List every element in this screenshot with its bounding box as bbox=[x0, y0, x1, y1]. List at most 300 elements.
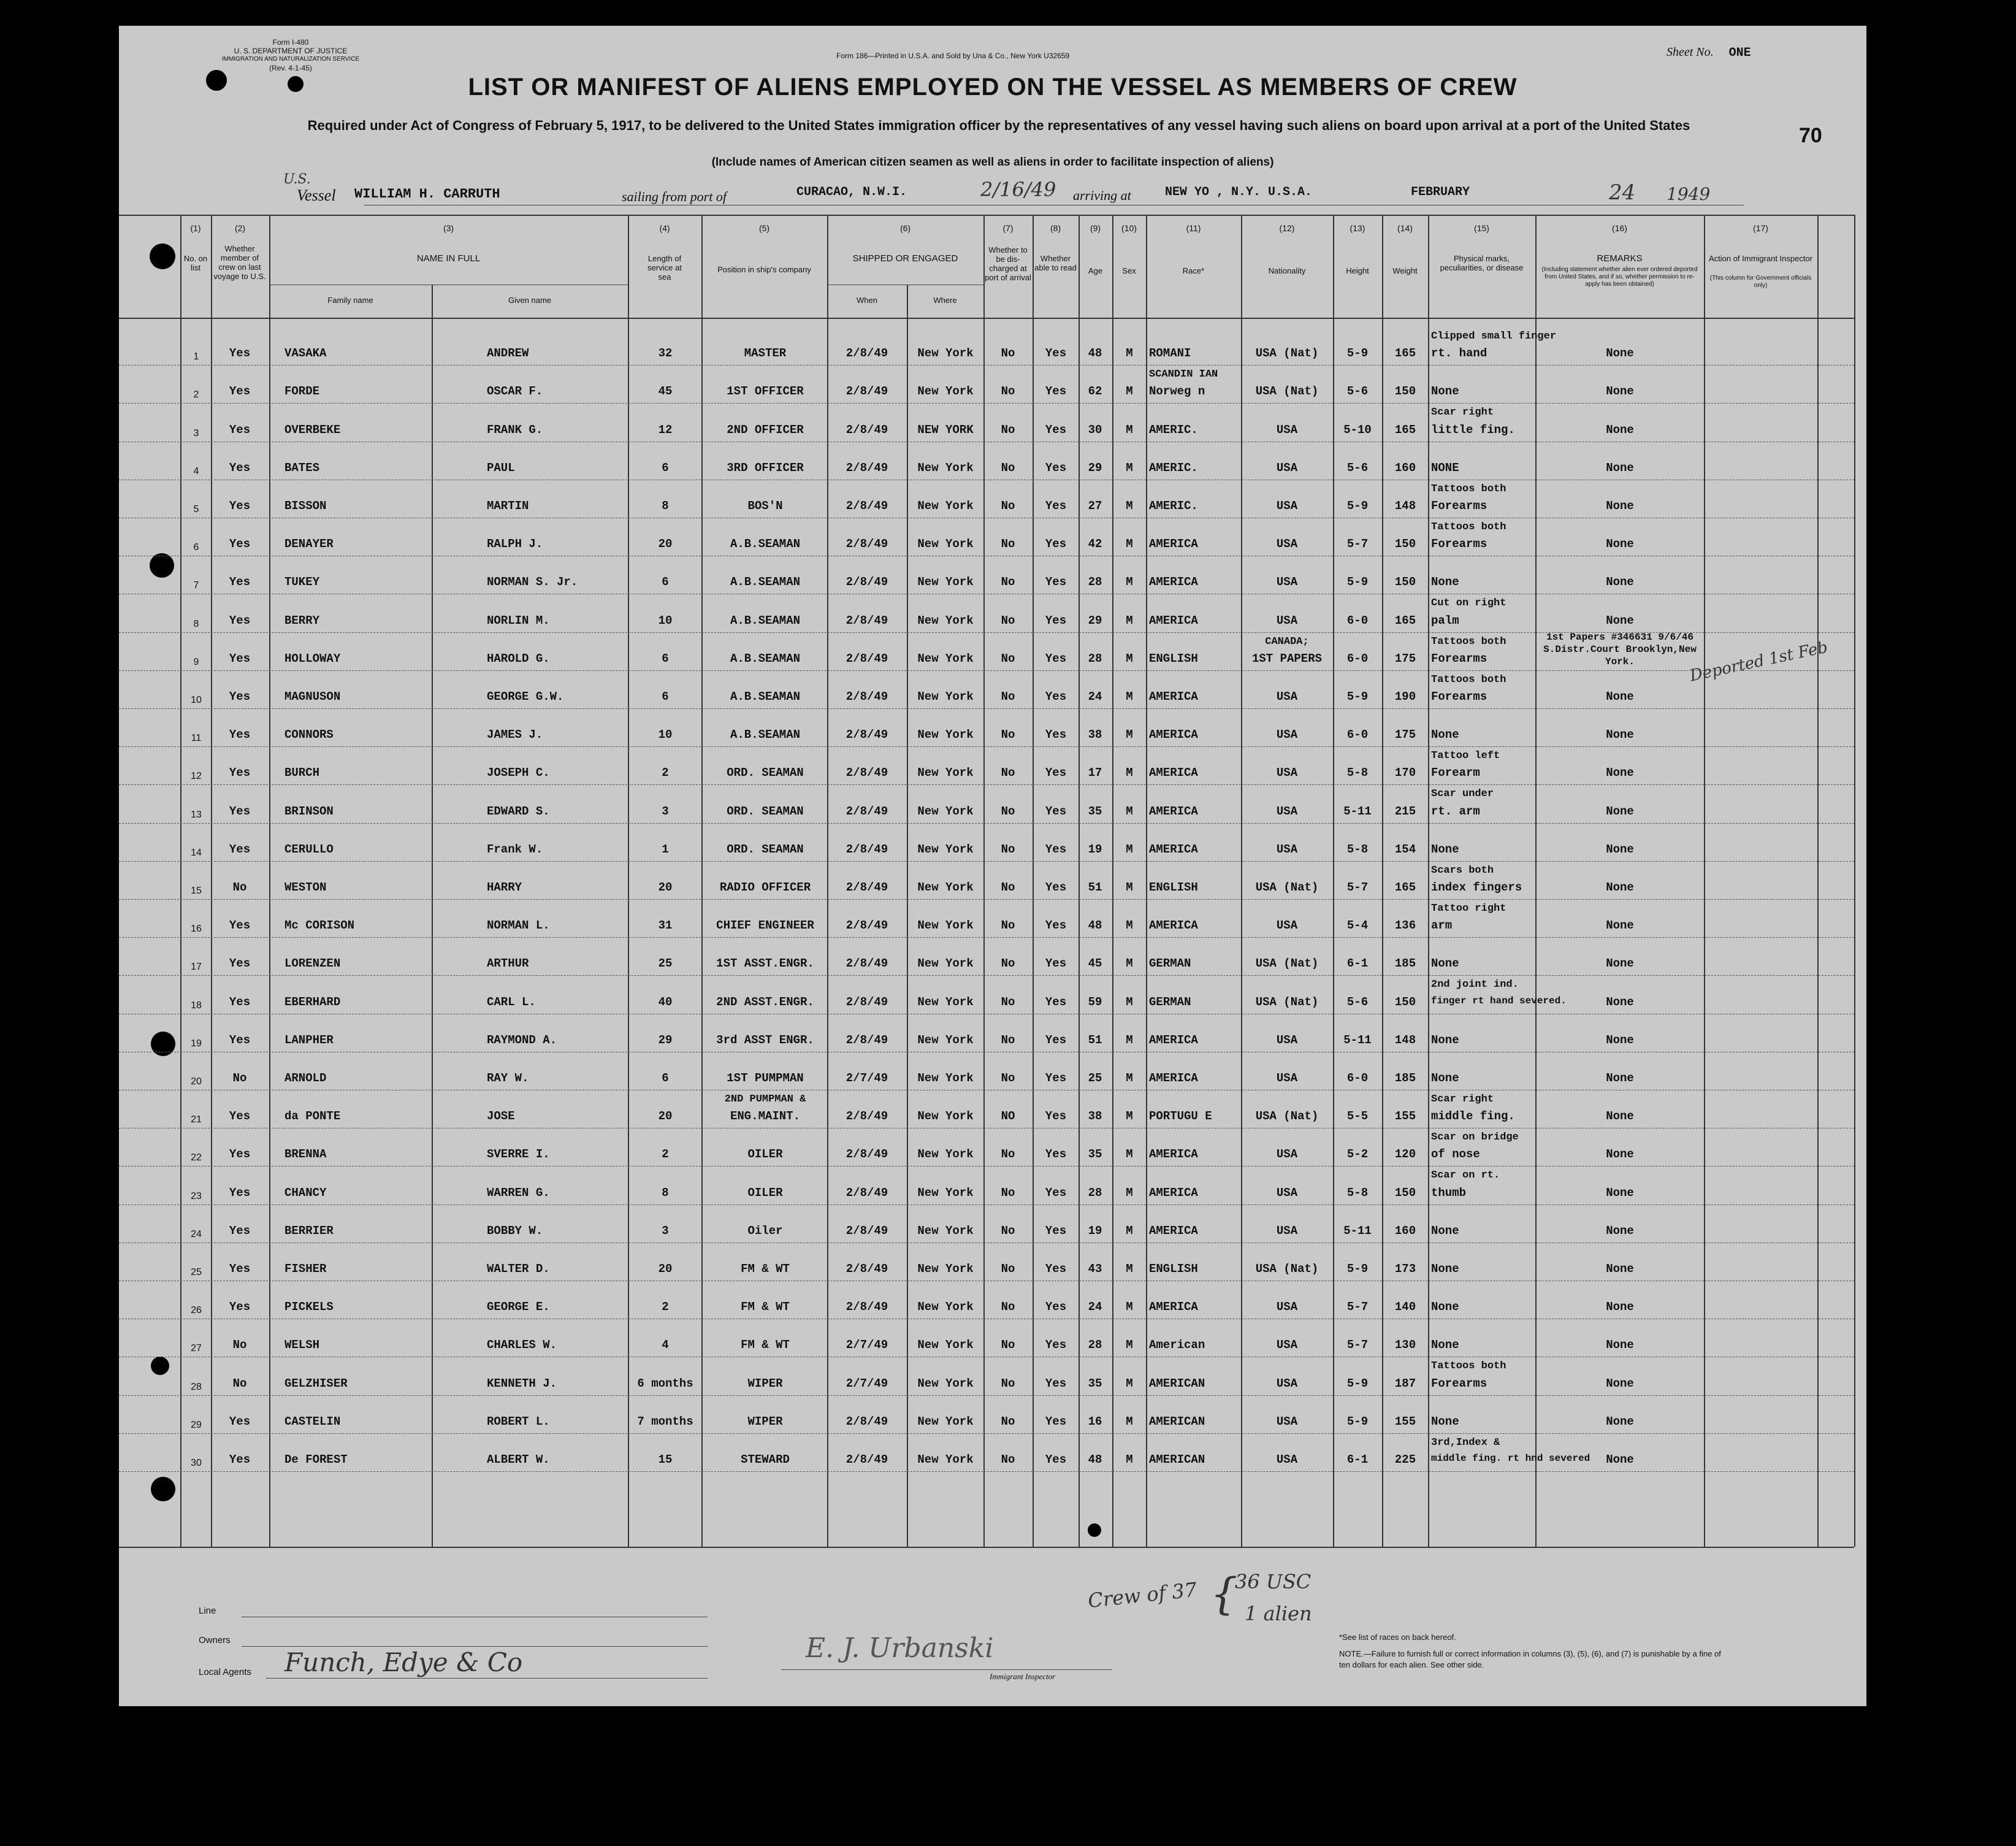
department: U. S. DEPARTMENT OF JUSTICE bbox=[234, 47, 348, 55]
cell-when: 2/8/49 bbox=[846, 499, 888, 513]
cell-sex: M bbox=[1126, 1147, 1133, 1162]
cell-ht: 5-4 bbox=[1346, 919, 1369, 933]
row-number: 21 bbox=[191, 1114, 202, 1125]
cell-read: Yes bbox=[1045, 347, 1067, 361]
cell-marks: NONE bbox=[1431, 461, 1459, 475]
cell-sex: M bbox=[1126, 1452, 1133, 1466]
cell-last: Yes bbox=[229, 728, 251, 742]
cell-when: 2/8/49 bbox=[846, 766, 888, 780]
cell-wt: 150 bbox=[1394, 537, 1416, 551]
cell-last: No bbox=[232, 1071, 247, 1085]
table-row bbox=[119, 825, 1854, 864]
cell-when: 2/8/49 bbox=[846, 1224, 888, 1238]
row-number: 8 bbox=[193, 618, 199, 629]
punch-hole bbox=[151, 1477, 175, 1501]
cell-ht: 5-6 bbox=[1346, 385, 1369, 399]
cell-age: 28 bbox=[1088, 1185, 1102, 1200]
page-instruction: (Include names of American citizen seamen as well as aliens in order to facilitate inspection of aliens) bbox=[711, 156, 1274, 169]
cell-wt: 155 bbox=[1394, 1414, 1416, 1428]
cell-sex: M bbox=[1126, 1414, 1133, 1428]
cell-family: BRENNA bbox=[284, 1147, 327, 1162]
cell-race: AMERIC. bbox=[1149, 461, 1198, 475]
cell-given: ROBERT L. bbox=[487, 1414, 550, 1428]
col8-label: Whether able to read bbox=[1034, 254, 1077, 272]
col3-label: NAME IN FULL bbox=[416, 253, 481, 264]
cell-when: 2/8/49 bbox=[846, 575, 888, 589]
cell-where: New York bbox=[917, 1109, 974, 1124]
cell-where: New York bbox=[917, 575, 974, 589]
cell-sex: M bbox=[1126, 1300, 1133, 1314]
cell-nat: 1ST PAPERS bbox=[1251, 651, 1323, 665]
cell-rem: None bbox=[1606, 1262, 1634, 1276]
cell-age: 24 bbox=[1088, 689, 1102, 703]
cell-marks: None bbox=[1431, 957, 1459, 971]
cell-marks-above: Tattoos both bbox=[1431, 1360, 1506, 1373]
cell-read: Yes bbox=[1045, 804, 1067, 818]
crew-breakdown-alien: 1 alien bbox=[1245, 1602, 1312, 1625]
cell-read: Yes bbox=[1045, 575, 1067, 589]
cell-last: Yes bbox=[229, 1109, 251, 1124]
cell-svc: 40 bbox=[658, 995, 673, 1009]
cell-race: AMERICA bbox=[1149, 919, 1198, 933]
cell-age: 35 bbox=[1088, 1147, 1102, 1162]
cell-pos: Oiler bbox=[747, 1224, 783, 1238]
cell-pos: ORD. SEAMAN bbox=[727, 766, 804, 780]
cell-when: 2/8/49 bbox=[846, 804, 888, 818]
cell-given: KENNETH J. bbox=[487, 1376, 557, 1390]
cell-marks-above: 3rd,Index & bbox=[1431, 1436, 1500, 1449]
cell-nat: USA bbox=[1276, 499, 1298, 513]
cell-nat: USA bbox=[1276, 1071, 1298, 1085]
col6-when-label: When bbox=[857, 296, 877, 305]
row-number: 20 bbox=[191, 1076, 202, 1087]
cell-svc: 7 months bbox=[637, 1414, 693, 1428]
cell-nat: USA bbox=[1276, 575, 1298, 589]
cell-sex: M bbox=[1126, 804, 1133, 818]
cell-race: AMERIC. bbox=[1149, 423, 1198, 437]
page-title: LIST OR MANIFEST OF ALIENS EMPLOYED ON THE VESSEL AS MEMBERS OF CREW bbox=[468, 74, 1518, 101]
cell-sex: M bbox=[1126, 1224, 1133, 1238]
cell-sex: M bbox=[1126, 728, 1133, 742]
cell-last: Yes bbox=[229, 919, 251, 933]
cell-dis: No bbox=[1001, 728, 1015, 742]
printer-note: Form 186—Printed in U.S.A. and Sold by Una & Co., New York U32659 bbox=[836, 52, 1070, 60]
cell-nat: USA (Nat) bbox=[1255, 957, 1319, 971]
cell-pos: 1ST OFFICER bbox=[727, 385, 804, 399]
cell-wt: 165 bbox=[1394, 880, 1416, 894]
punch-hole bbox=[150, 243, 175, 269]
table-row bbox=[119, 520, 1854, 558]
table-row bbox=[119, 1359, 1854, 1397]
cell-age: 38 bbox=[1088, 728, 1102, 742]
cell-nat: USA bbox=[1276, 689, 1298, 703]
cell-last: Yes bbox=[229, 499, 251, 513]
col1-label: No. on list bbox=[183, 254, 208, 272]
cell-family: ARNOLD bbox=[284, 1071, 327, 1085]
cell-given: EDWARD S. bbox=[487, 804, 550, 818]
cell-dis: No bbox=[1001, 842, 1015, 856]
cell-age: 38 bbox=[1088, 1109, 1102, 1124]
col17-label: Action of Immigrant Inspector bbox=[1708, 254, 1813, 263]
cell-pos: 2ND OFFICER bbox=[727, 423, 804, 437]
cell-wt: 165 bbox=[1394, 347, 1416, 361]
cell-wt: 175 bbox=[1394, 651, 1416, 665]
cell-where: New York bbox=[917, 1262, 974, 1276]
cell-sex: M bbox=[1126, 385, 1133, 399]
cell-family: LANPHER bbox=[284, 1033, 334, 1047]
cell-ht: 6-0 bbox=[1346, 613, 1369, 627]
cell-ht: 5-9 bbox=[1346, 689, 1369, 703]
col12-label: Nationality bbox=[1268, 266, 1306, 275]
cell-where: New York bbox=[917, 499, 974, 513]
cell-race: ENGLISH bbox=[1149, 880, 1198, 894]
cell-family: WESTON bbox=[284, 880, 327, 894]
cell-ht: 5-11 bbox=[1343, 1033, 1372, 1047]
cell-wt: 155 bbox=[1394, 1109, 1416, 1124]
cell-rem: None bbox=[1606, 842, 1634, 856]
cell-age: 62 bbox=[1088, 385, 1102, 399]
cell-last: Yes bbox=[229, 1224, 251, 1238]
cell-rem: 1st Papers #346631 9/6/46 S.Distr.Court Brooklyn,New York. bbox=[1543, 631, 1697, 667]
cell-marks: finger rt hand severed. bbox=[1431, 995, 1567, 1006]
cell-given: NORMAN L. bbox=[487, 919, 550, 933]
cell-ht: 5-9 bbox=[1346, 347, 1369, 361]
cell-pos: A.B.SEAMAN bbox=[730, 651, 801, 665]
owners-label: Owners bbox=[199, 1635, 231, 1645]
inspector-signature: E. J. Urbanski bbox=[806, 1633, 994, 1664]
cell-race: AMERICA bbox=[1149, 1224, 1198, 1238]
cell-read: Yes bbox=[1045, 919, 1067, 933]
cell-given: RALPH J. bbox=[487, 537, 543, 551]
cell-read: Yes bbox=[1045, 537, 1067, 551]
cell-race: AMERICA bbox=[1149, 537, 1198, 551]
cell-marks-above: 2nd joint ind. bbox=[1431, 979, 1519, 991]
cell-race: AMERICA bbox=[1149, 766, 1198, 780]
cell-marks: palm bbox=[1431, 613, 1459, 627]
cell-race: ENGLISH bbox=[1149, 651, 1198, 665]
cell-when: 2/8/49 bbox=[846, 919, 888, 933]
cell-wt: 185 bbox=[1394, 957, 1416, 971]
cell-read: Yes bbox=[1045, 1147, 1067, 1162]
table-row bbox=[119, 329, 1854, 367]
col8-number: (8) bbox=[1050, 223, 1061, 233]
row-number: 6 bbox=[193, 542, 199, 553]
cell-last: Yes bbox=[229, 957, 251, 971]
cell-dis: No bbox=[1001, 1338, 1015, 1352]
col13-number: (13) bbox=[1350, 223, 1365, 233]
cell-read: Yes bbox=[1045, 1376, 1067, 1390]
cell-marks: of nose bbox=[1431, 1147, 1480, 1162]
table-row bbox=[119, 1436, 1854, 1474]
cell-race: ROMANI bbox=[1149, 347, 1191, 361]
cell-given: ARTHUR bbox=[487, 957, 529, 971]
cell-svc: 3 bbox=[662, 804, 669, 818]
cell-nat: USA (Nat) bbox=[1255, 347, 1319, 361]
row-number: 16 bbox=[191, 924, 202, 935]
cell-rem: None bbox=[1606, 1033, 1634, 1047]
cell-sex: M bbox=[1126, 1185, 1133, 1200]
cell-svc: 15 bbox=[658, 1452, 673, 1466]
cell-rem: None bbox=[1606, 995, 1634, 1009]
cell-wt: 154 bbox=[1394, 842, 1416, 856]
cell-last: Yes bbox=[229, 1262, 251, 1276]
cell-marks: Forearms bbox=[1431, 689, 1487, 703]
cell-dis: No bbox=[1001, 1452, 1015, 1466]
cell-last: Yes bbox=[229, 1414, 251, 1428]
cell-rem: None bbox=[1606, 1109, 1634, 1124]
cell-nat: USA (Nat) bbox=[1255, 1109, 1319, 1124]
cell-last: No bbox=[232, 1338, 247, 1352]
cell-ht: 5-10 bbox=[1343, 423, 1372, 437]
cell-marks: Forearm bbox=[1431, 766, 1480, 780]
cell-read: Yes bbox=[1045, 1414, 1067, 1428]
arriving-label: arriving at bbox=[1073, 188, 1131, 203]
cell-ht: 6-1 bbox=[1346, 1452, 1369, 1466]
cell-rem: None bbox=[1606, 1414, 1634, 1428]
cell-svc: 20 bbox=[658, 880, 673, 894]
port-to: NEW YO , N.Y. U.S.A. bbox=[1165, 185, 1313, 199]
cell-where: New York bbox=[917, 613, 974, 627]
cell-rem: None bbox=[1606, 537, 1634, 551]
cell-wt: 215 bbox=[1394, 804, 1416, 818]
table-row bbox=[119, 864, 1854, 902]
col10-label: Sex bbox=[1122, 266, 1136, 275]
cell-where: New York bbox=[917, 1033, 974, 1047]
cell-age: 51 bbox=[1088, 1033, 1102, 1047]
cell-read: Yes bbox=[1045, 651, 1067, 665]
cell-age: 43 bbox=[1088, 1262, 1102, 1276]
cell-dis: No bbox=[1001, 613, 1015, 627]
arrival-month: FEBRUARY bbox=[1411, 185, 1470, 199]
cell-sex: M bbox=[1126, 919, 1133, 933]
table-row bbox=[119, 596, 1854, 634]
cell-age: 30 bbox=[1088, 423, 1102, 437]
cell-when: 2/7/49 bbox=[846, 1376, 888, 1390]
cell-svc: 32 bbox=[658, 347, 673, 361]
row-number: 5 bbox=[193, 504, 199, 515]
cell-race: AMERICA bbox=[1149, 1185, 1198, 1200]
cell-given: HAROLD G. bbox=[487, 651, 550, 665]
cell-dis: No bbox=[1001, 537, 1015, 551]
col16-sublabel: (Including statement whether alien ever ordered deported from United States, and if so, whether permission to re-apply has been obtained) bbox=[1541, 266, 1698, 288]
cell-dis: No bbox=[1001, 385, 1015, 399]
cell-race: AMERICA bbox=[1149, 1300, 1198, 1314]
cell-wt: 187 bbox=[1394, 1376, 1416, 1390]
col17-sublabel: (This column for Government officials only) bbox=[1709, 275, 1812, 289]
cell-ht: 5-6 bbox=[1346, 995, 1369, 1009]
cell-last: Yes bbox=[229, 766, 251, 780]
row-number: 26 bbox=[191, 1305, 202, 1316]
table-row bbox=[119, 1092, 1854, 1130]
cell-marks: None bbox=[1431, 1033, 1459, 1047]
cell-pos: WIPER bbox=[747, 1376, 783, 1390]
cell-pos: A.B.SEAMAN bbox=[730, 575, 801, 589]
cell-when: 2/8/49 bbox=[846, 689, 888, 703]
cell-race: AMERICA bbox=[1149, 575, 1198, 589]
cell-where: New York bbox=[917, 766, 974, 780]
cell-read: Yes bbox=[1045, 1224, 1067, 1238]
table-row bbox=[119, 482, 1854, 520]
cell-svc: 25 bbox=[658, 957, 673, 971]
cell-when: 2/8/49 bbox=[846, 461, 888, 475]
cell-last: Yes bbox=[229, 1300, 251, 1314]
cell-sex: M bbox=[1126, 461, 1133, 475]
table-row bbox=[119, 978, 1854, 1016]
row-number: 9 bbox=[193, 656, 199, 667]
row-number: 19 bbox=[191, 1038, 202, 1049]
col2-label: Whether member of crew on last voyage to U.S. bbox=[213, 244, 266, 281]
table-row bbox=[119, 1321, 1854, 1359]
cell-pos: OILER bbox=[747, 1185, 783, 1200]
cell-sex: M bbox=[1126, 689, 1133, 703]
table-row bbox=[119, 902, 1854, 940]
cell-sex: M bbox=[1126, 347, 1133, 361]
cell-last: Yes bbox=[229, 1185, 251, 1200]
cell-where: New York bbox=[917, 347, 974, 361]
cell-read: Yes bbox=[1045, 880, 1067, 894]
cell-given: CARL L. bbox=[487, 995, 536, 1009]
cell-race: AMERICA bbox=[1149, 1033, 1198, 1047]
cell-family: VASAKA bbox=[284, 347, 327, 361]
page-number: 70 bbox=[1799, 124, 1822, 147]
cell-dis: No bbox=[1001, 423, 1015, 437]
cell-last: No bbox=[232, 880, 247, 894]
cell-wt: 225 bbox=[1394, 1452, 1416, 1466]
cell-svc: 8 bbox=[662, 499, 669, 513]
table-row bbox=[119, 367, 1854, 405]
cell-last: Yes bbox=[229, 842, 251, 856]
cell-rem: None bbox=[1606, 919, 1634, 933]
table-row bbox=[119, 1245, 1854, 1283]
cell-ht: 6-0 bbox=[1346, 728, 1369, 742]
cell-read: Yes bbox=[1045, 385, 1067, 399]
cell-where: New York bbox=[917, 995, 974, 1009]
cell-last: Yes bbox=[229, 423, 251, 437]
cell-sex: M bbox=[1126, 880, 1133, 894]
cell-marks-above: Scar on bridge bbox=[1431, 1132, 1519, 1144]
cell-where: New York bbox=[917, 957, 974, 971]
cell-sex: M bbox=[1126, 613, 1133, 627]
cell-last: Yes bbox=[229, 1452, 251, 1466]
cell-marks: Forearms bbox=[1431, 537, 1487, 551]
cell-rem: None bbox=[1606, 766, 1634, 780]
col14-label: Weight bbox=[1392, 266, 1418, 275]
cell-marks: middle fing. rt hnd severed bbox=[1431, 1452, 1590, 1464]
cell-pos: STEWARD bbox=[741, 1452, 790, 1466]
cell-age: 48 bbox=[1088, 1452, 1102, 1466]
col10-number: (10) bbox=[1121, 223, 1137, 233]
cell-where: New York bbox=[917, 651, 974, 665]
cell-given: Frank W. bbox=[487, 842, 543, 856]
agent-signature: Funch, Edye & Co bbox=[284, 1647, 523, 1677]
col6-where-label: Where bbox=[933, 296, 957, 305]
cell-rem: None bbox=[1606, 575, 1634, 589]
row-number: 22 bbox=[191, 1152, 202, 1163]
cell-nat: USA (Nat) bbox=[1255, 1262, 1319, 1276]
revision: (Rev. 4-1-45) bbox=[269, 64, 312, 72]
sheet-label: Sheet No. bbox=[1667, 45, 1714, 59]
row-number: 2 bbox=[193, 389, 199, 400]
cell-family: da PONTE bbox=[284, 1109, 341, 1124]
cell-where: New York bbox=[917, 804, 974, 818]
cell-ht: 5-2 bbox=[1346, 1147, 1369, 1162]
cell-nat: USA (Nat) bbox=[1255, 385, 1319, 399]
table-row bbox=[119, 673, 1854, 711]
vessel-prefix: U.S. bbox=[283, 172, 311, 187]
cell-nat: USA bbox=[1276, 613, 1298, 627]
row-number: 10 bbox=[191, 694, 202, 705]
cell-rem: None bbox=[1606, 1224, 1634, 1238]
cell-when: 2/8/49 bbox=[846, 1300, 888, 1314]
cell-ht: 6-0 bbox=[1346, 1071, 1369, 1085]
row-number: 7 bbox=[193, 580, 199, 591]
cell-where: New York bbox=[917, 842, 974, 856]
cell-ht: 5-7 bbox=[1346, 1300, 1369, 1314]
cell-ht: 5-11 bbox=[1343, 1224, 1372, 1238]
col3-given-label: Given name bbox=[508, 296, 552, 305]
cell-wt: 175 bbox=[1394, 728, 1416, 742]
table-row bbox=[119, 1054, 1854, 1092]
cell-marks: None bbox=[1431, 385, 1459, 399]
row-number: 18 bbox=[191, 1000, 202, 1011]
cell-marks: Forearms bbox=[1431, 499, 1487, 513]
cell-race: AMERICA bbox=[1149, 1071, 1198, 1085]
cell-age: 48 bbox=[1088, 347, 1102, 361]
cell-family: Mc CORISON bbox=[284, 919, 355, 933]
cell-marks: None bbox=[1431, 1300, 1459, 1314]
cell-when: 2/8/49 bbox=[846, 613, 888, 627]
cell-pos: ENG.MAINT. bbox=[730, 1109, 801, 1124]
cell-race: AMERICAN bbox=[1149, 1452, 1205, 1466]
cell-race: AMERICAN bbox=[1149, 1414, 1205, 1428]
cell-given: WARREN G. bbox=[487, 1185, 550, 1200]
cell-ht: 5-9 bbox=[1346, 1414, 1369, 1428]
cell-race: PORTUGU E bbox=[1149, 1109, 1212, 1124]
cell-rem: None bbox=[1606, 347, 1634, 361]
cell-read: Yes bbox=[1045, 461, 1067, 475]
cell-svc: 12 bbox=[658, 423, 673, 437]
cell-race: AMERICA bbox=[1149, 728, 1198, 742]
cell-family: EBERHARD bbox=[284, 995, 341, 1009]
cell-pos: A.B.SEAMAN bbox=[730, 537, 801, 551]
cell-dis: No bbox=[1001, 1147, 1015, 1162]
cell-family: BRINSON bbox=[284, 804, 334, 818]
cell-when: 2/8/49 bbox=[846, 1414, 888, 1428]
cell-where: New York bbox=[917, 385, 974, 399]
cell-wt: 165 bbox=[1394, 613, 1416, 627]
cell-given: SVERRE I. bbox=[487, 1147, 550, 1162]
cell-svc: 45 bbox=[658, 385, 673, 399]
cell-rem: None bbox=[1606, 461, 1634, 475]
cell-when: 2/8/49 bbox=[846, 385, 888, 399]
col14-number: (14) bbox=[1397, 223, 1413, 233]
col11-number: (11) bbox=[1186, 223, 1201, 233]
col17-number: (17) bbox=[1753, 223, 1768, 233]
cell-family: FORDE bbox=[284, 385, 320, 399]
cell-when: 2/8/49 bbox=[846, 880, 888, 894]
cell-family: LORENZEN bbox=[284, 957, 341, 971]
cell-given: OSCAR F. bbox=[487, 385, 543, 399]
cell-age: 29 bbox=[1088, 461, 1102, 475]
cell-rem: None bbox=[1606, 613, 1634, 627]
cell-ht: 5-8 bbox=[1346, 1185, 1369, 1200]
cell-given: GEORGE G.W. bbox=[487, 689, 564, 703]
cell-pos: 1ST PUMPMAN bbox=[727, 1071, 804, 1085]
cell-last: Yes bbox=[229, 461, 251, 475]
cell-pos: ORD. SEAMAN bbox=[727, 804, 804, 818]
col7-number: (7) bbox=[1002, 223, 1014, 233]
cell-ht: 5-7 bbox=[1346, 537, 1369, 551]
